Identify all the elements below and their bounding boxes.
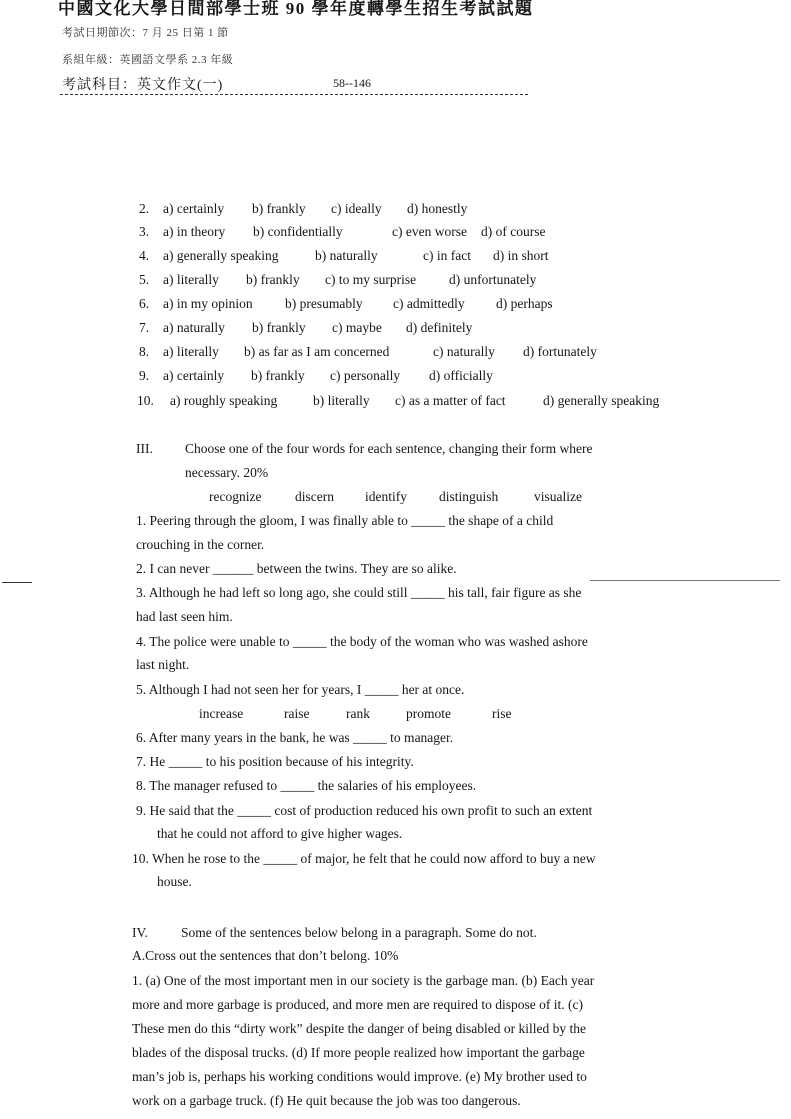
section-4-numeral: IV. <box>132 925 148 940</box>
paragraph-line: 1. (a) One of the most important men in our society is the garbage man. (b) Each year <box>132 973 595 988</box>
question-9: 9. He said that the _____ cost of production reduced his own profit to such an extent <box>136 803 593 818</box>
word-bank-item: distinguish <box>439 489 499 504</box>
exam-subject: 考試科目：英文作文(一) <box>62 78 224 93</box>
paragraph-line: These men do this “dirty work” despite the danger of being disabled or killed by the <box>132 1021 587 1036</box>
option-choice: c) even worse <box>392 224 467 239</box>
option-choice: a) generally speaking <box>163 248 279 263</box>
word-bank-item: increase <box>199 706 244 721</box>
option-choice: b) confidentially <box>253 224 343 239</box>
scan-artifact <box>2 582 32 583</box>
question-3: 3. Although he had left so long ago, she could still _____ his tall, fair figure as she <box>136 585 582 600</box>
option-choice: d) perhaps <box>496 296 553 311</box>
exam-code: 58--146 <box>333 76 371 90</box>
option-choice: a) roughly speaking <box>170 393 278 408</box>
question-6: 6. After many years in the bank, he was _____ to manager. <box>136 730 454 745</box>
exam-date: 考試日期節次：7 月 25 日第 1 節 <box>62 27 229 39</box>
section-4-part-a: A.Cross out the sentences that don’t belong. 10% <box>132 948 399 963</box>
word-bank-item: identify <box>365 489 407 504</box>
question-4: 4. The police were unable to _____ the body of the woman who was washed ashore <box>136 634 588 649</box>
section-3-instruction: Choose one of the four words for each sentence, changing their form where <box>185 441 593 456</box>
paragraph-line: more and more garbage is produced, and more men are required to dispose of it. (c) <box>132 997 583 1012</box>
header-divider <box>60 94 528 95</box>
scan-artifact <box>590 580 780 581</box>
option-choice: d) fortunately <box>523 344 597 359</box>
option-number: 3. <box>139 224 150 239</box>
option-number: 5. <box>139 272 150 287</box>
option-number: 9. <box>139 368 150 383</box>
paragraph-line: blades of the disposal trucks. (d) If more people realized how important the garbage <box>132 1045 585 1060</box>
option-number: 4. <box>139 248 150 263</box>
section-3-numeral: III. <box>136 441 153 456</box>
question-4-cont: last night. <box>136 657 190 672</box>
option-number: 10. <box>137 393 154 408</box>
option-choice: c) maybe <box>332 320 382 335</box>
option-choice: c) to my surprise <box>325 272 417 287</box>
word-bank-item: rank <box>346 706 370 721</box>
word-bank-item: discern <box>295 489 334 504</box>
question-8: 8. The manager refused to _____ the salaries of his employees. <box>136 778 477 793</box>
section-3-instruction-cont: necessary. 20% <box>185 465 269 480</box>
paragraph-line: man’s job is, perhaps his working conditions would improve. (e) My brother used to <box>132 1069 587 1084</box>
question-5: 5. Although I had not seen her for years, I _____ her at once. <box>136 682 465 697</box>
option-choice: c) naturally <box>433 344 495 359</box>
option-choice: b) frankly <box>251 368 305 383</box>
question-10-cont: house. <box>157 874 192 889</box>
option-choice: d) honestly <box>407 201 468 216</box>
option-choice: d) definitely <box>406 320 473 335</box>
question-1-cont: crouching in the corner. <box>136 537 265 552</box>
option-choice: a) in my opinion <box>163 296 253 311</box>
option-choice: a) literally <box>163 272 219 287</box>
option-choice: b) literally <box>313 393 370 408</box>
option-number: 2. <box>139 201 150 216</box>
option-choice: d) officially <box>429 368 493 383</box>
word-bank-item: rise <box>492 706 512 721</box>
option-choice: c) admittedly <box>393 296 465 311</box>
option-choice: c) in fact <box>423 248 471 263</box>
question-3-cont: had last seen him. <box>136 609 233 624</box>
exam-title: 中國文化大學日間部學士班 90 學年度轉學生招生考試試題 <box>58 0 534 18</box>
option-choice: c) personally <box>330 368 401 383</box>
option-choice: a) literally <box>163 344 219 359</box>
section-4-instruction: Some of the sentences below belong in a paragraph. Some do not. <box>181 925 537 940</box>
option-choice: b) frankly <box>252 201 306 216</box>
option-choice: d) unfortunately <box>449 272 537 287</box>
option-number: 8. <box>139 344 150 359</box>
question-1: 1. Peering through the gloom, I was finally able to _____ the shape of a child <box>136 513 554 528</box>
option-choice: a) in theory <box>163 224 226 239</box>
option-choice: d) generally speaking <box>543 393 660 408</box>
option-choice: b) naturally <box>315 248 378 263</box>
question-9-cont: that he could not afford to give higher wages. <box>157 826 403 841</box>
word-bank-item: raise <box>284 706 310 721</box>
option-choice: a) certainly <box>163 368 225 383</box>
option-choice: a) naturally <box>163 320 225 335</box>
option-choice: d) of course <box>481 224 546 239</box>
option-number: 7. <box>139 320 150 335</box>
word-bank-item: visualize <box>534 489 582 504</box>
option-choice: b) frankly <box>246 272 300 287</box>
option-choice: b) presumably <box>285 296 363 311</box>
option-choice: d) in short <box>493 248 549 263</box>
option-choice: b) frankly <box>252 320 306 335</box>
word-bank-item: recognize <box>209 489 262 504</box>
word-bank-item: promote <box>406 706 451 721</box>
question-7: 7. He _____ to his position because of his integrity. <box>136 754 414 769</box>
paragraph-line: work on a garbage truck. (f) He quit because the job was too dangerous. <box>132 1093 521 1108</box>
option-choice: b) as far as I am concerned <box>244 344 390 359</box>
option-choice: c) ideally <box>331 201 382 216</box>
option-number: 6. <box>139 296 150 311</box>
option-choice: a) certainly <box>163 201 225 216</box>
option-choice: c) as a matter of fact <box>395 393 506 408</box>
question-10: 10. When he rose to the _____ of major, he felt that he could now afford to buy a new <box>132 851 596 866</box>
department: 系組年級：英國語文學系 2.3 年級 <box>62 54 234 66</box>
question-2: 2. I can never ______ between the twins. They are so alike. <box>136 561 457 576</box>
